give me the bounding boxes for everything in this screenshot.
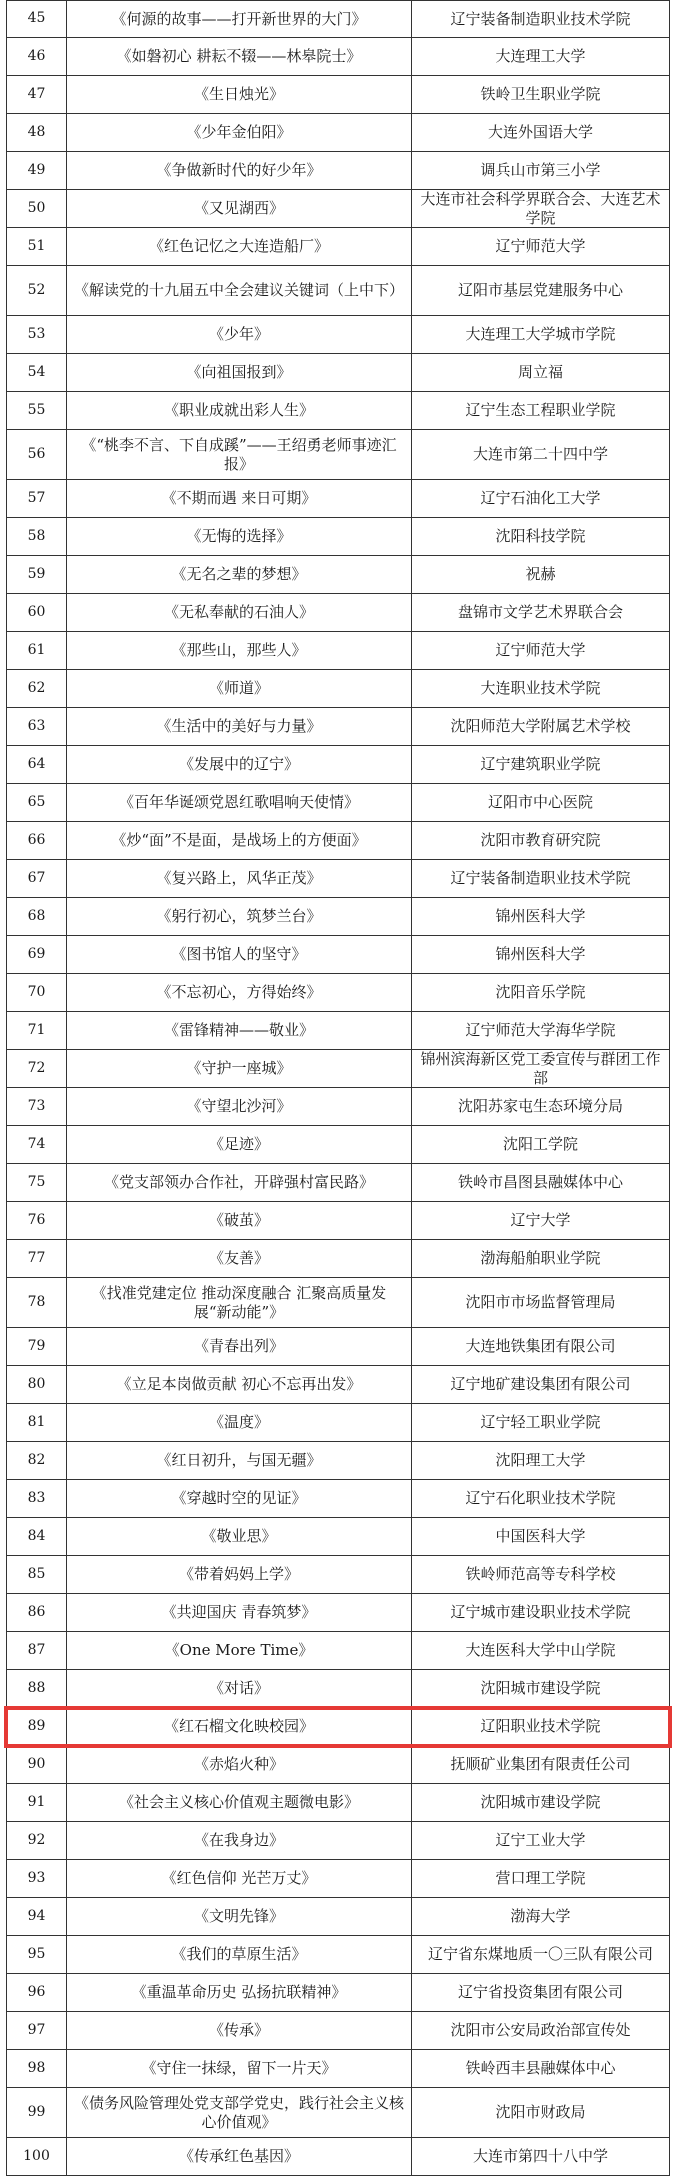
submitting-unit-cell: 中国医科大学 bbox=[411, 1518, 670, 1555]
row-number-cell: 76 bbox=[6, 1202, 66, 1239]
submitting-unit-cell: 沈阳师范大学附属艺术学校 bbox=[411, 708, 670, 745]
submitting-unit-cell: 沈阳市教育研究院 bbox=[411, 822, 670, 859]
row-number-cell: 69 bbox=[6, 936, 66, 973]
row-number-cell: 88 bbox=[6, 1670, 66, 1707]
table-row bbox=[6, 1974, 670, 2012]
row-number-cell: 84 bbox=[6, 1518, 66, 1555]
table-row bbox=[6, 1050, 670, 1088]
work-title-cell: 《赤焰火种》 bbox=[66, 1746, 411, 1783]
submitting-unit-cell: 盘锦市文学艺术界联合会 bbox=[411, 594, 670, 631]
submitting-unit-cell: 营口理工学院 bbox=[411, 1860, 670, 1897]
work-title-cell: 《穿越时空的见证》 bbox=[66, 1480, 411, 1517]
submitting-unit-cell: 辽宁省东煤地质一〇三队有限公司 bbox=[411, 1936, 670, 1973]
row-number-cell: 65 bbox=[6, 784, 66, 821]
row-number-cell: 90 bbox=[6, 1746, 66, 1783]
table-row bbox=[6, 480, 670, 518]
submitting-unit-cell: 辽宁大学 bbox=[411, 1202, 670, 1239]
row-number-cell: 72 bbox=[6, 1050, 66, 1087]
table-row bbox=[6, 746, 670, 784]
row-number-cell: 53 bbox=[6, 316, 66, 353]
work-title-cell: 《图书馆人的坚守》 bbox=[66, 936, 411, 973]
table-row bbox=[6, 1746, 670, 1784]
submitting-unit-cell: 辽宁地矿建设集团有限公司 bbox=[411, 1366, 670, 1403]
work-title-cell: 《向祖国报到》 bbox=[66, 354, 411, 391]
submitting-unit-cell: 辽宁工业大学 bbox=[411, 1822, 670, 1859]
work-title-cell: 《青春出列》 bbox=[66, 1328, 411, 1365]
row-number-cell: 55 bbox=[6, 392, 66, 429]
submitting-unit-cell: 辽宁省投资集团有限公司 bbox=[411, 1974, 670, 2011]
table-row bbox=[6, 1088, 670, 1126]
work-title-cell: 《我们的草原生活》 bbox=[66, 1936, 411, 1973]
submitting-unit-cell: 祝赫 bbox=[411, 556, 670, 593]
row-number-cell: 74 bbox=[6, 1126, 66, 1163]
row-number-cell: 95 bbox=[6, 1936, 66, 1973]
work-title-cell: 《不忘初心，方得始终》 bbox=[66, 974, 411, 1011]
work-title-cell: 《无名之辈的梦想》 bbox=[66, 556, 411, 593]
submitting-unit-cell: 辽宁城市建设职业技术学院 bbox=[411, 1594, 670, 1631]
work-title-cell: 《红色信仰 光芒万丈》 bbox=[66, 1860, 411, 1897]
work-title-cell: 《红石榴文化映校园》 bbox=[66, 1708, 411, 1745]
submitting-unit-cell: 大连市社会科学界联合会、大连艺术学院 bbox=[411, 190, 670, 227]
row-number-cell: 48 bbox=[6, 114, 66, 151]
work-title-cell: 《如磐初心 耕耘不辍——林皋院士》 bbox=[66, 38, 411, 75]
submitting-unit-cell: 铁岭西丰县融媒体中心 bbox=[411, 2050, 670, 2087]
table-row bbox=[6, 0, 670, 38]
table-row bbox=[6, 898, 670, 936]
row-number-cell: 51 bbox=[6, 228, 66, 265]
row-number-cell: 91 bbox=[6, 1784, 66, 1821]
work-title-cell: 《守住一抹绿，留下一片天》 bbox=[66, 2050, 411, 2087]
work-title-cell: 《雷锋精神——敬业》 bbox=[66, 1012, 411, 1049]
row-number-cell: 58 bbox=[6, 518, 66, 555]
row-number-cell: 80 bbox=[6, 1366, 66, 1403]
submitting-unit-cell: 辽宁师范大学 bbox=[411, 228, 670, 265]
work-title-cell: 《红日初升，与国无疆》 bbox=[66, 1442, 411, 1479]
table-row bbox=[6, 1898, 670, 1936]
submitting-unit-cell: 渤海船舶职业学院 bbox=[411, 1240, 670, 1277]
submitting-unit-cell: 大连理工大学城市学院 bbox=[411, 316, 670, 353]
table-row bbox=[6, 316, 670, 354]
submitting-unit-cell: 抚顺矿业集团有限责任公司 bbox=[411, 1746, 670, 1783]
work-title-cell: 《解读党的十九届五中全会建议关键词（上中下） bbox=[66, 266, 411, 315]
work-title-cell: 《复兴路上，风华正茂》 bbox=[66, 860, 411, 897]
row-number-cell: 81 bbox=[6, 1404, 66, 1441]
row-number-cell: 96 bbox=[6, 1974, 66, 2011]
submitting-unit-cell: 辽宁石油化工大学 bbox=[411, 480, 670, 517]
submitting-unit-cell: 大连地铁集团有限公司 bbox=[411, 1328, 670, 1365]
work-title-cell: 《炒“面”不是面，是战场上的方便面》 bbox=[66, 822, 411, 859]
submitting-unit-cell: 铁岭师范高等专科学校 bbox=[411, 1556, 670, 1593]
table-row bbox=[6, 1936, 670, 1974]
work-title-cell: 《友善》 bbox=[66, 1240, 411, 1277]
table-row bbox=[6, 632, 670, 670]
submitting-unit-cell: 大连职业技术学院 bbox=[411, 670, 670, 707]
table-row bbox=[6, 784, 670, 822]
row-number-cell: 78 bbox=[6, 1278, 66, 1327]
table-row bbox=[6, 266, 670, 316]
row-number-cell: 92 bbox=[6, 1822, 66, 1859]
table-row bbox=[6, 518, 670, 556]
submitting-unit-cell: 辽阳职业技术学院 bbox=[411, 1708, 670, 1745]
table-row bbox=[6, 152, 670, 190]
submitting-unit-cell: 沈阳苏家屯生态环境分局 bbox=[411, 1088, 670, 1125]
work-title-cell: 《无悔的选择》 bbox=[66, 518, 411, 555]
table-row bbox=[6, 1480, 670, 1518]
work-title-cell: 《何源的故事——打开新世界的大门》 bbox=[66, 1, 411, 37]
table-row bbox=[6, 860, 670, 898]
row-number-cell: 68 bbox=[6, 898, 66, 935]
submitting-unit-cell: 辽阳市基层党建服务中心 bbox=[411, 266, 670, 315]
submitting-unit-cell: 沈阳市市场监督管理局 bbox=[411, 1278, 670, 1327]
work-title-cell: 《社会主义核心价值观主题微电影》 bbox=[66, 1784, 411, 1821]
table-row bbox=[6, 556, 670, 594]
work-title-cell: 《债务风险管理处党支部学党史，践行社会主义核心价值观》 bbox=[66, 2088, 411, 2137]
work-title-cell: 《争做新时代的好少年》 bbox=[66, 152, 411, 189]
table-row bbox=[6, 1126, 670, 1164]
row-number-cell: 97 bbox=[6, 2012, 66, 2049]
submitting-unit-cell: 锦州医科大学 bbox=[411, 936, 670, 973]
table-row bbox=[6, 430, 670, 480]
submitting-unit-cell: 辽宁生态工程职业学院 bbox=[411, 392, 670, 429]
row-number-cell: 86 bbox=[6, 1594, 66, 1631]
work-title-cell: 《又见湖西》 bbox=[66, 190, 411, 227]
work-title-cell: 《发展中的辽宁》 bbox=[66, 746, 411, 783]
submitting-unit-cell: 辽阳市中心医院 bbox=[411, 784, 670, 821]
table-row bbox=[6, 2050, 670, 2088]
table-row bbox=[6, 2138, 670, 2176]
submitting-unit-cell: 大连市第四十八中学 bbox=[411, 2138, 670, 2175]
table-row bbox=[6, 38, 670, 76]
table-row bbox=[6, 1012, 670, 1050]
submitting-unit-cell: 锦州医科大学 bbox=[411, 898, 670, 935]
work-title-cell: 《温度》 bbox=[66, 1404, 411, 1441]
submitting-unit-cell: 沈阳工学院 bbox=[411, 1126, 670, 1163]
table-row bbox=[6, 1632, 670, 1670]
row-number-cell: 45 bbox=[6, 1, 66, 37]
row-number-cell: 71 bbox=[6, 1012, 66, 1049]
work-title-cell: 《文明先锋》 bbox=[66, 1898, 411, 1935]
table-row bbox=[6, 2012, 670, 2050]
submitting-unit-cell: 周立福 bbox=[411, 354, 670, 391]
submitting-unit-cell: 沈阳理工大学 bbox=[411, 1442, 670, 1479]
table-row bbox=[6, 1594, 670, 1632]
work-title-cell: 《重温革命历史 弘扬抗联精神》 bbox=[66, 1974, 411, 2011]
row-number-cell: 85 bbox=[6, 1556, 66, 1593]
submitting-unit-cell: 辽宁装备制造职业技术学院 bbox=[411, 860, 670, 897]
work-title-cell: 《One More Time》 bbox=[66, 1632, 411, 1669]
work-title-cell: 《职业成就出彩人生》 bbox=[66, 392, 411, 429]
work-title-cell: 《少年金伯阳》 bbox=[66, 114, 411, 151]
work-title-cell: 《无私奉献的石油人》 bbox=[66, 594, 411, 631]
table-row bbox=[6, 228, 670, 266]
row-number-cell: 64 bbox=[6, 746, 66, 783]
row-number-cell: 63 bbox=[6, 708, 66, 745]
work-title-cell: 《躬行初心，筑梦兰台》 bbox=[66, 898, 411, 935]
submitting-unit-cell: 渤海大学 bbox=[411, 1898, 670, 1935]
submitting-unit-cell: 辽宁师范大学 bbox=[411, 632, 670, 669]
work-title-cell: 《在我身边》 bbox=[66, 1822, 411, 1859]
row-number-cell: 79 bbox=[6, 1328, 66, 1365]
table-row bbox=[6, 1328, 670, 1366]
row-number-cell: 60 bbox=[6, 594, 66, 631]
work-title-cell: 《生日烛光》 bbox=[66, 76, 411, 113]
table-row bbox=[6, 1556, 670, 1594]
submitting-unit-cell: 大连市第二十四中学 bbox=[411, 430, 670, 479]
row-number-cell: 94 bbox=[6, 1898, 66, 1935]
work-title-cell: 《对话》 bbox=[66, 1670, 411, 1707]
table-row bbox=[6, 1670, 670, 1708]
work-title-cell: 《破茧》 bbox=[66, 1202, 411, 1239]
row-number-cell: 61 bbox=[6, 632, 66, 669]
row-number-cell: 57 bbox=[6, 480, 66, 517]
award-list-table bbox=[6, 0, 670, 2176]
submitting-unit-cell: 铁岭市昌图县融媒体中心 bbox=[411, 1164, 670, 1201]
table-row bbox=[6, 1164, 670, 1202]
table-row bbox=[6, 1442, 670, 1480]
table-row bbox=[6, 708, 670, 746]
submitting-unit-cell: 沈阳市公安局政治部宣传处 bbox=[411, 2012, 670, 2049]
work-title-cell: 《守护一座城》 bbox=[66, 1050, 411, 1087]
work-title-cell: 《带着妈妈上学》 bbox=[66, 1556, 411, 1593]
work-title-cell: 《找准党建定位 推动深度融合 汇聚高质量发展“新动能”》 bbox=[66, 1278, 411, 1327]
submitting-unit-cell: 大连医科大学中山学院 bbox=[411, 1632, 670, 1669]
submitting-unit-cell: 调兵山市第三小学 bbox=[411, 152, 670, 189]
row-number-cell: 83 bbox=[6, 1480, 66, 1517]
submitting-unit-cell: 辽宁轻工职业学院 bbox=[411, 1404, 670, 1441]
table-row bbox=[6, 1366, 670, 1404]
submitting-unit-cell: 沈阳市财政局 bbox=[411, 2088, 670, 2137]
work-title-cell: 《红色记忆之大连造船厂》 bbox=[66, 228, 411, 265]
work-title-cell: 《那些山，那些人》 bbox=[66, 632, 411, 669]
work-title-cell: 《敬业思》 bbox=[66, 1518, 411, 1555]
table-row-highlighted bbox=[6, 1708, 670, 1746]
row-number-cell: 77 bbox=[6, 1240, 66, 1277]
submitting-unit-cell: 辽宁石化职业技术学院 bbox=[411, 1480, 670, 1517]
table-row bbox=[6, 936, 670, 974]
submitting-unit-cell: 沈阳科技学院 bbox=[411, 518, 670, 555]
submitting-unit-cell: 锦州滨海新区党工委宣传与群团工作部 bbox=[411, 1050, 670, 1087]
table-row bbox=[6, 1784, 670, 1822]
table-row bbox=[6, 76, 670, 114]
row-number-cell: 52 bbox=[6, 266, 66, 315]
submitting-unit-cell: 铁岭卫生职业学院 bbox=[411, 76, 670, 113]
work-title-cell: 《传承红色基因》 bbox=[66, 2138, 411, 2175]
work-title-cell: 《生活中的美好与力量》 bbox=[66, 708, 411, 745]
submitting-unit-cell: 沈阳城市建设学院 bbox=[411, 1784, 670, 1821]
table-row bbox=[6, 670, 670, 708]
work-title-cell: 《立足本岗做贡献 初心不忘再出发》 bbox=[66, 1366, 411, 1403]
table-row bbox=[6, 1518, 670, 1556]
table-row bbox=[6, 354, 670, 392]
row-number-cell: 56 bbox=[6, 430, 66, 479]
submitting-unit-cell: 沈阳音乐学院 bbox=[411, 974, 670, 1011]
row-number-cell: 67 bbox=[6, 860, 66, 897]
table-row bbox=[6, 822, 670, 860]
work-title-cell: 《师道》 bbox=[66, 670, 411, 707]
row-number-cell: 100 bbox=[6, 2138, 66, 2175]
row-number-cell: 75 bbox=[6, 1164, 66, 1201]
work-title-cell: 《守望北沙河》 bbox=[66, 1088, 411, 1125]
table-row bbox=[6, 594, 670, 632]
work-title-cell: 《共迎国庆 青春筑梦》 bbox=[66, 1594, 411, 1631]
table-row bbox=[6, 114, 670, 152]
table-row bbox=[6, 1240, 670, 1278]
table-row bbox=[6, 190, 670, 228]
row-number-cell: 70 bbox=[6, 974, 66, 1011]
table-row bbox=[6, 1822, 670, 1860]
submitting-unit-cell: 辽宁建筑职业学院 bbox=[411, 746, 670, 783]
row-number-cell: 73 bbox=[6, 1088, 66, 1125]
row-number-cell: 46 bbox=[6, 38, 66, 75]
work-title-cell: 《少年》 bbox=[66, 316, 411, 353]
row-number-cell: 87 bbox=[6, 1632, 66, 1669]
table-row bbox=[6, 1860, 670, 1898]
work-title-cell: 《传承》 bbox=[66, 2012, 411, 2049]
submitting-unit-cell: 大连理工大学 bbox=[411, 38, 670, 75]
work-title-cell: 《党支部领办合作社，开辟强村富民路》 bbox=[66, 1164, 411, 1201]
row-number-cell: 93 bbox=[6, 1860, 66, 1897]
work-title-cell: 《百年华诞颂党恩红歌唱响天使情》 bbox=[66, 784, 411, 821]
work-title-cell: 《“桃李不言、下自成蹊”——王绍勇老师事迹汇报》 bbox=[66, 430, 411, 479]
work-title-cell: 《足迹》 bbox=[66, 1126, 411, 1163]
row-number-cell: 50 bbox=[6, 190, 66, 227]
row-number-cell: 62 bbox=[6, 670, 66, 707]
row-number-cell: 82 bbox=[6, 1442, 66, 1479]
table-row bbox=[6, 1278, 670, 1328]
submitting-unit-cell: 沈阳城市建设学院 bbox=[411, 1670, 670, 1707]
row-number-cell: 49 bbox=[6, 152, 66, 189]
row-number-cell: 99 bbox=[6, 2088, 66, 2137]
table-row bbox=[6, 1404, 670, 1442]
table-row bbox=[6, 392, 670, 430]
row-number-cell: 54 bbox=[6, 354, 66, 391]
work-title-cell: 《不期而遇 来日可期》 bbox=[66, 480, 411, 517]
row-number-cell: 98 bbox=[6, 2050, 66, 2087]
submitting-unit-cell: 大连外国语大学 bbox=[411, 114, 670, 151]
row-number-cell: 89 bbox=[6, 1708, 66, 1745]
row-number-cell: 47 bbox=[6, 76, 66, 113]
row-number-cell: 66 bbox=[6, 822, 66, 859]
table-row bbox=[6, 974, 670, 1012]
submitting-unit-cell: 辽宁师范大学海华学院 bbox=[411, 1012, 670, 1049]
table-row bbox=[6, 2088, 670, 2138]
table-row bbox=[6, 1202, 670, 1240]
row-number-cell: 59 bbox=[6, 556, 66, 593]
submitting-unit-cell: 辽宁装备制造职业技术学院 bbox=[411, 1, 670, 37]
